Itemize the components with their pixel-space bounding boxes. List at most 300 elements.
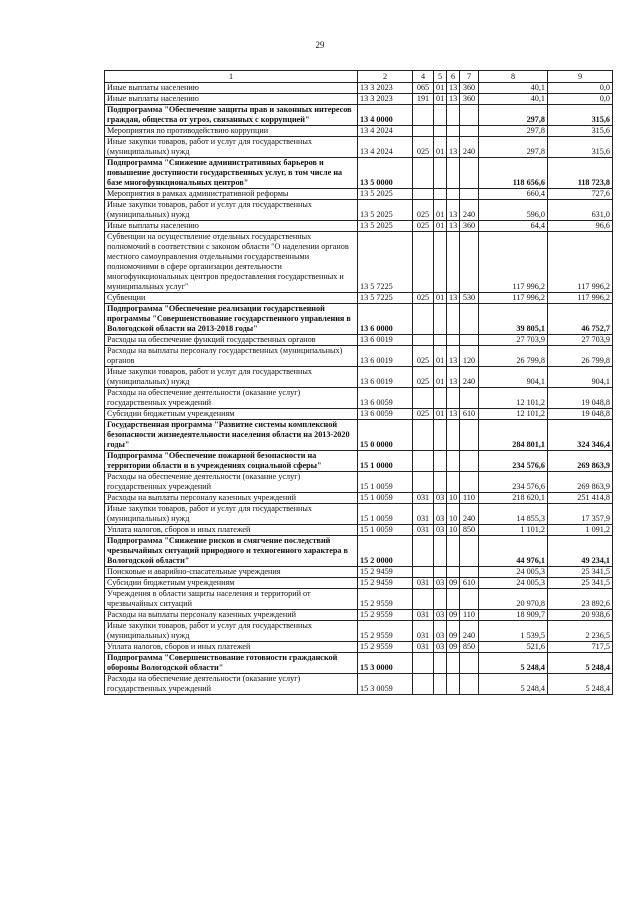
- row-code: 15 2 9559: [358, 589, 413, 610]
- row-name: Субвенции на осуществление отдельных государственных полномочий в соответствии с законом области "О наделении органов местного самоуправления отдельными государственными полномочиями в сфере организации деятельности многофункциональных центров предоставления государственных и муниципальных услуг": [105, 232, 358, 293]
- row-col7: 850: [460, 525, 479, 536]
- row-name: Мероприятия в рамках административной реформы: [105, 189, 358, 200]
- row-col4: [413, 674, 434, 695]
- row-name: Подпрограмма "Обеспечение защиты прав и законных интересов граждан, общества от угроз, связанных с коррупцией": [105, 105, 358, 126]
- row-value-col9: 17 357,9: [548, 504, 613, 525]
- row-col4: [413, 189, 434, 200]
- row-col7: [460, 536, 479, 567]
- row-col6: 13: [447, 346, 460, 367]
- row-col6: [447, 304, 460, 335]
- row-code: 13 6 0059: [358, 409, 413, 420]
- row-col4: [413, 304, 434, 335]
- table-row: [105, 200, 613, 221]
- row-name: Иные выплаты населению: [105, 221, 358, 232]
- row-col6: [447, 653, 460, 674]
- row-name: Расходы на обеспечение деятельности (оказание услуг) государственных учреждений: [105, 472, 358, 493]
- row-col6: 13: [447, 94, 460, 105]
- row-value-col9: 27 703,9: [548, 335, 613, 346]
- row-col7: 360: [460, 221, 479, 232]
- row-name: Иные выплаты населению: [105, 94, 358, 105]
- row-value-col9: 5 248,4: [548, 653, 613, 674]
- row-code: 15 2 0000: [358, 536, 413, 567]
- row-col7: 850: [460, 642, 479, 653]
- row-value-col8: 24 005,3: [479, 578, 548, 589]
- row-code: 15 1 0059: [358, 472, 413, 493]
- row-col4: 025: [413, 409, 434, 420]
- row-value-col8: 1 539,5: [479, 621, 548, 642]
- row-col6: [447, 158, 460, 189]
- row-code: 13 6 0059: [358, 388, 413, 409]
- row-col5: [434, 653, 447, 674]
- row-col7: [460, 567, 479, 578]
- row-col6: 10: [447, 504, 460, 525]
- row-name: Расходы на выплаты персоналу государственных (муниципальных) органов: [105, 346, 358, 367]
- row-value-col9: 25 341,5: [548, 567, 613, 578]
- row-name: Расходы на обеспечение деятельности (оказание услуг) государственных учреждений: [105, 674, 358, 695]
- row-name: Расходы на выплаты персоналу казенных учреждений: [105, 610, 358, 621]
- row-col5: [434, 232, 447, 293]
- row-value-col8: 297,8: [479, 126, 548, 137]
- row-col5: 01: [434, 293, 447, 304]
- row-col5: 01: [434, 94, 447, 105]
- row-value-col8: 20 970,8: [479, 589, 548, 610]
- row-value-col8: 904,1: [479, 367, 548, 388]
- table-row: [105, 105, 613, 126]
- row-value-col9: 315,6: [548, 126, 613, 137]
- row-col5: [434, 420, 447, 451]
- row-value-col8: 218 620,1: [479, 493, 548, 504]
- row-col4: 065: [413, 83, 434, 94]
- row-col7: 110: [460, 610, 479, 621]
- row-value-col9: 315,6: [548, 105, 613, 126]
- row-name: Расходы на обеспечение деятельности (оказание услуг) государственных учреждений: [105, 388, 358, 409]
- row-value-col8: 5 248,4: [479, 653, 548, 674]
- row-value-col8: 297,8: [479, 137, 548, 158]
- row-code: 13 4 0000: [358, 105, 413, 126]
- row-col4: 031: [413, 525, 434, 536]
- row-value-col8: 40,1: [479, 94, 548, 105]
- table-row: [105, 94, 613, 105]
- row-name: Мероприятия по противодействию коррупции: [105, 126, 358, 137]
- row-col4: [413, 451, 434, 472]
- row-code: 15 2 9559: [358, 621, 413, 642]
- row-col7: 360: [460, 94, 479, 105]
- row-col5: 03: [434, 504, 447, 525]
- table-row: [105, 525, 613, 536]
- table-row: [105, 221, 613, 232]
- row-value-col9: 25 341,5: [548, 578, 613, 589]
- row-value-col9: 117 996,2: [548, 293, 613, 304]
- row-col5: [434, 189, 447, 200]
- row-value-col8: 234 576,6: [479, 451, 548, 472]
- row-code: 15 3 0059: [358, 674, 413, 695]
- row-col6: 13: [447, 293, 460, 304]
- row-col5: [434, 126, 447, 137]
- row-name: Учреждения в области защиты населения и территорий от чрезвычайных ситуаций: [105, 589, 358, 610]
- row-value-col9: 0,0: [548, 83, 613, 94]
- row-value-col8: 596,0: [479, 200, 548, 221]
- row-name: Подпрограмма "Снижение рисков и смягчение последствий чрезвычайных ситуаций природного и техногенного характера в Вологодской области": [105, 536, 358, 567]
- row-col4: 025: [413, 200, 434, 221]
- row-code: 13 5 0000: [358, 158, 413, 189]
- header-cell-1: 1: [105, 71, 358, 83]
- row-col6: [447, 451, 460, 472]
- header-cell-9: 9: [548, 71, 613, 83]
- row-col4: [413, 567, 434, 578]
- table-body: [105, 71, 613, 695]
- row-value-col9: 904,1: [548, 367, 613, 388]
- table-row: [105, 137, 613, 158]
- row-name: Уплата налогов, сборов и иных платежей: [105, 642, 358, 653]
- row-value-col9: 1 091,2: [548, 525, 613, 536]
- table-row: [105, 126, 613, 137]
- table-row: [105, 293, 613, 304]
- row-code: 13 6 0000: [358, 304, 413, 335]
- row-value-col8: 39 805,1: [479, 304, 548, 335]
- table-row: [105, 304, 613, 335]
- row-col7: [460, 674, 479, 695]
- row-col5: [434, 536, 447, 567]
- row-name: Уплата налогов, сборов и иных платежей: [105, 525, 358, 536]
- budget-table: [104, 70, 613, 695]
- row-col7: 240: [460, 137, 479, 158]
- table-row: [105, 493, 613, 504]
- row-col6: 13: [447, 409, 460, 420]
- table-row: [105, 232, 613, 293]
- table-row: [105, 653, 613, 674]
- row-value-col9: 49 234,1: [548, 536, 613, 567]
- row-name: Поисковые и аварийно-спасательные учреждения: [105, 567, 358, 578]
- row-value-col9: 5 248,4: [548, 674, 613, 695]
- row-value-col8: 24 005,3: [479, 567, 548, 578]
- row-col4: 025: [413, 221, 434, 232]
- row-col7: 110: [460, 493, 479, 504]
- row-value-col9: 118 723,8: [548, 158, 613, 189]
- row-col6: [447, 567, 460, 578]
- row-name: Расходы на выплаты персоналу казенных учреждений: [105, 493, 358, 504]
- table-row: [105, 388, 613, 409]
- header-row: [105, 71, 613, 83]
- row-col7: 240: [460, 367, 479, 388]
- row-col4: [413, 388, 434, 409]
- row-code: 15 2 9459: [358, 567, 413, 578]
- row-code: 15 2 9559: [358, 642, 413, 653]
- row-name: Иные закупки товаров, работ и услуг для государственных (муниципальных) нужд: [105, 137, 358, 158]
- row-col4: 031: [413, 493, 434, 504]
- row-code: 15 1 0059: [358, 493, 413, 504]
- row-code: 13 5 2025: [358, 221, 413, 232]
- row-col5: 01: [434, 83, 447, 94]
- row-col5: [434, 567, 447, 578]
- row-col5: 01: [434, 137, 447, 158]
- row-col6: 10: [447, 493, 460, 504]
- row-code: 15 2 9459: [358, 578, 413, 589]
- row-col6: [447, 105, 460, 126]
- row-value-col9: 631,0: [548, 200, 613, 221]
- row-value-col8: 297,8: [479, 105, 548, 126]
- row-col6: [447, 189, 460, 200]
- row-col6: 13: [447, 137, 460, 158]
- table-row: [105, 642, 613, 653]
- row-value-col9: 269 863,9: [548, 472, 613, 493]
- row-code: 13 4 2024: [358, 137, 413, 158]
- row-col4: 031: [413, 578, 434, 589]
- row-value-col9: 26 799,8: [548, 346, 613, 367]
- row-col4: [413, 335, 434, 346]
- table-row: [105, 536, 613, 567]
- row-col5: 03: [434, 493, 447, 504]
- table-row: [105, 589, 613, 610]
- row-value-col9: 315,6: [548, 137, 613, 158]
- row-name: Подпрограмма "Обеспечение пожарной безопасности на территории области и в учреждениях социальной сферы": [105, 451, 358, 472]
- row-col7: [460, 589, 479, 610]
- row-col4: [413, 653, 434, 674]
- row-col7: [460, 304, 479, 335]
- table-row: [105, 451, 613, 472]
- row-value-col8: 12 101,2: [479, 388, 548, 409]
- table-row: [105, 472, 613, 493]
- row-code: 15 1 0059: [358, 525, 413, 536]
- row-value-col8: 44 976,1: [479, 536, 548, 567]
- row-value-col9: 727,6: [548, 189, 613, 200]
- row-col7: 530: [460, 293, 479, 304]
- table-row: [105, 409, 613, 420]
- row-col6: 13: [447, 221, 460, 232]
- row-name: Иные закупки товаров, работ и услуг для государственных (муниципальных) нужд: [105, 367, 358, 388]
- row-name: Подпрограмма "Совершенствование готовности гражданской обороны Вологодской области": [105, 653, 358, 674]
- row-code: 15 3 0000: [358, 653, 413, 674]
- row-value-col9: 269 863,9: [548, 451, 613, 472]
- table-row: [105, 335, 613, 346]
- row-col6: [447, 420, 460, 451]
- row-col5: 03: [434, 642, 447, 653]
- row-col6: [447, 335, 460, 346]
- row-col5: 01: [434, 200, 447, 221]
- row-col5: [434, 589, 447, 610]
- row-name: Иные закупки товаров, работ и услуг для государственных (муниципальных) нужд: [105, 621, 358, 642]
- row-col4: 025: [413, 137, 434, 158]
- row-col7: [460, 653, 479, 674]
- row-code: 13 3 2023: [358, 83, 413, 94]
- row-col4: [413, 420, 434, 451]
- row-col4: [413, 105, 434, 126]
- row-col5: 01: [434, 409, 447, 420]
- row-value-col8: 117 996,2: [479, 293, 548, 304]
- row-code: 13 3 2023: [358, 94, 413, 105]
- row-col6: 10: [447, 525, 460, 536]
- row-col5: [434, 158, 447, 189]
- row-code: 15 1 0059: [358, 504, 413, 525]
- table-row: [105, 621, 613, 642]
- row-col5: 01: [434, 367, 447, 388]
- row-col6: 09: [447, 642, 460, 653]
- row-name: Подпрограмма "Снижение административных барьеров и повышение доступности государственных услуг, в том числе на базе многофункциональных центров": [105, 158, 358, 189]
- row-col5: [434, 388, 447, 409]
- row-col6: 09: [447, 578, 460, 589]
- row-col4: [413, 589, 434, 610]
- row-value-col8: 660,4: [479, 189, 548, 200]
- row-code: 13 5 7225: [358, 293, 413, 304]
- row-value-col8: 26 799,8: [479, 346, 548, 367]
- row-value-col8: 27 703,9: [479, 335, 548, 346]
- row-col7: 120: [460, 346, 479, 367]
- row-col7: 610: [460, 578, 479, 589]
- row-value-col9: 251 414,8: [548, 493, 613, 504]
- row-value-col8: 284 801,1: [479, 420, 548, 451]
- table-row: [105, 367, 613, 388]
- row-col5: 03: [434, 621, 447, 642]
- row-col5: 01: [434, 221, 447, 232]
- row-value-col8: 1 101,2: [479, 525, 548, 536]
- row-name: Расходы на обеспечение функций государственных органов: [105, 335, 358, 346]
- row-name: Подпрограмма "Обеспечение реализации государственной программы "Совершенствование государственного управления в Вологодской области на 2013-2018 годы": [105, 304, 358, 335]
- row-value-col8: 18 909,7: [479, 610, 548, 621]
- header-cell-6: 6: [447, 71, 460, 83]
- row-value-col9: 19 048,8: [548, 409, 613, 420]
- table-row: [105, 420, 613, 451]
- row-col4: 031: [413, 610, 434, 621]
- row-value-col9: 46 752,7: [548, 304, 613, 335]
- row-col4: [413, 158, 434, 189]
- row-col6: [447, 472, 460, 493]
- row-name: Иные закупки товаров, работ и услуг для государственных (муниципальных) нужд: [105, 504, 358, 525]
- row-value-col9: 96,6: [548, 221, 613, 232]
- table-row: [105, 674, 613, 695]
- row-name: Государственная программа "Развитие системы комплексной безопасности жизнедеятельности населения области на 2013-2020 годы": [105, 420, 358, 451]
- row-col5: 03: [434, 578, 447, 589]
- row-col5: [434, 674, 447, 695]
- row-value-col8: 40,1: [479, 83, 548, 94]
- row-value-col8: 14 855,3: [479, 504, 548, 525]
- row-col7: 360: [460, 83, 479, 94]
- row-col4: 025: [413, 346, 434, 367]
- table-row: [105, 504, 613, 525]
- row-value-col9: 23 892,6: [548, 589, 613, 610]
- row-col6: 09: [447, 610, 460, 621]
- row-col7: [460, 472, 479, 493]
- row-name: Иные выплаты населению: [105, 83, 358, 94]
- row-value-col9: 324 346,4: [548, 420, 613, 451]
- row-code: 13 5 7225: [358, 232, 413, 293]
- header-cell-7: 7: [460, 71, 479, 83]
- row-col7: [460, 189, 479, 200]
- row-col6: 13: [447, 200, 460, 221]
- row-code: 13 6 0019: [358, 335, 413, 346]
- row-col7: [460, 335, 479, 346]
- row-col7: 240: [460, 200, 479, 221]
- row-col6: [447, 232, 460, 293]
- row-col6: 13: [447, 83, 460, 94]
- row-col4: 031: [413, 642, 434, 653]
- row-col6: 13: [447, 367, 460, 388]
- row-value-col8: 117 996,2: [479, 232, 548, 293]
- table-row: [105, 83, 613, 94]
- row-col6: [447, 674, 460, 695]
- row-code: 15 1 0000: [358, 451, 413, 472]
- row-value-col8: 12 101,2: [479, 409, 548, 420]
- row-col7: [460, 126, 479, 137]
- row-value-col8: 64,4: [479, 221, 548, 232]
- row-name: Субсидии бюджетным учреждениям: [105, 578, 358, 589]
- row-value-col9: 20 938,6: [548, 610, 613, 621]
- row-code: 15 2 9559: [358, 610, 413, 621]
- row-col7: 610: [460, 409, 479, 420]
- row-col4: 031: [413, 621, 434, 642]
- row-col7: [460, 451, 479, 472]
- row-col4: [413, 232, 434, 293]
- row-name: Субсидии бюджетным учреждениям: [105, 409, 358, 420]
- row-value-col8: 118 656,6: [479, 158, 548, 189]
- header-cell-5: 5: [434, 71, 447, 83]
- table-row: [105, 578, 613, 589]
- row-col6: [447, 536, 460, 567]
- row-col4: 025: [413, 293, 434, 304]
- row-col7: [460, 105, 479, 126]
- header-cell-2: 2: [358, 71, 413, 83]
- table-row: [105, 346, 613, 367]
- row-col4: 191: [413, 94, 434, 105]
- row-col4: [413, 536, 434, 567]
- row-col7: 240: [460, 504, 479, 525]
- row-name: Иные закупки товаров, работ и услуг для государственных (муниципальных) нужд: [105, 200, 358, 221]
- table-row: [105, 610, 613, 621]
- row-col5: 03: [434, 610, 447, 621]
- row-name: Субвенции: [105, 293, 358, 304]
- row-col6: [447, 589, 460, 610]
- row-col4: [413, 472, 434, 493]
- row-code: 13 4 2024: [358, 126, 413, 137]
- row-value-col8: 521,6: [479, 642, 548, 653]
- row-value-col9: 0,0: [548, 94, 613, 105]
- row-col7: [460, 232, 479, 293]
- row-col5: [434, 304, 447, 335]
- row-code: 13 5 2025: [358, 189, 413, 200]
- row-value-col9: 2 236,5: [548, 621, 613, 642]
- table-row: [105, 158, 613, 189]
- row-col7: [460, 388, 479, 409]
- table-row: [105, 567, 613, 578]
- row-col5: [434, 472, 447, 493]
- row-code: 15 0 0000: [358, 420, 413, 451]
- row-code: 13 6 0019: [358, 346, 413, 367]
- row-col4: 025: [413, 367, 434, 388]
- row-code: 13 5 2025: [358, 200, 413, 221]
- row-col6: 09: [447, 621, 460, 642]
- row-col5: [434, 335, 447, 346]
- row-col7: [460, 420, 479, 451]
- row-col7: [460, 158, 479, 189]
- row-value-col9: 717,5: [548, 642, 613, 653]
- row-col5: 01: [434, 346, 447, 367]
- page-number: 29: [315, 40, 325, 50]
- table-row: [105, 189, 613, 200]
- row-value-col9: 19 048,8: [548, 388, 613, 409]
- header-cell-4: 4: [413, 71, 434, 83]
- row-col4: 031: [413, 504, 434, 525]
- row-value-col8: 5 248,4: [479, 674, 548, 695]
- row-col6: [447, 388, 460, 409]
- row-col7: 240: [460, 621, 479, 642]
- row-col4: [413, 126, 434, 137]
- row-code: 13 6 0019: [358, 367, 413, 388]
- header-cell-8: 8: [479, 71, 548, 83]
- row-value-col9: 117 996,2: [548, 232, 613, 293]
- row-col5: 03: [434, 525, 447, 536]
- row-col5: [434, 451, 447, 472]
- row-col6: [447, 126, 460, 137]
- row-value-col8: 234 576,6: [479, 472, 548, 493]
- row-col5: [434, 105, 447, 126]
